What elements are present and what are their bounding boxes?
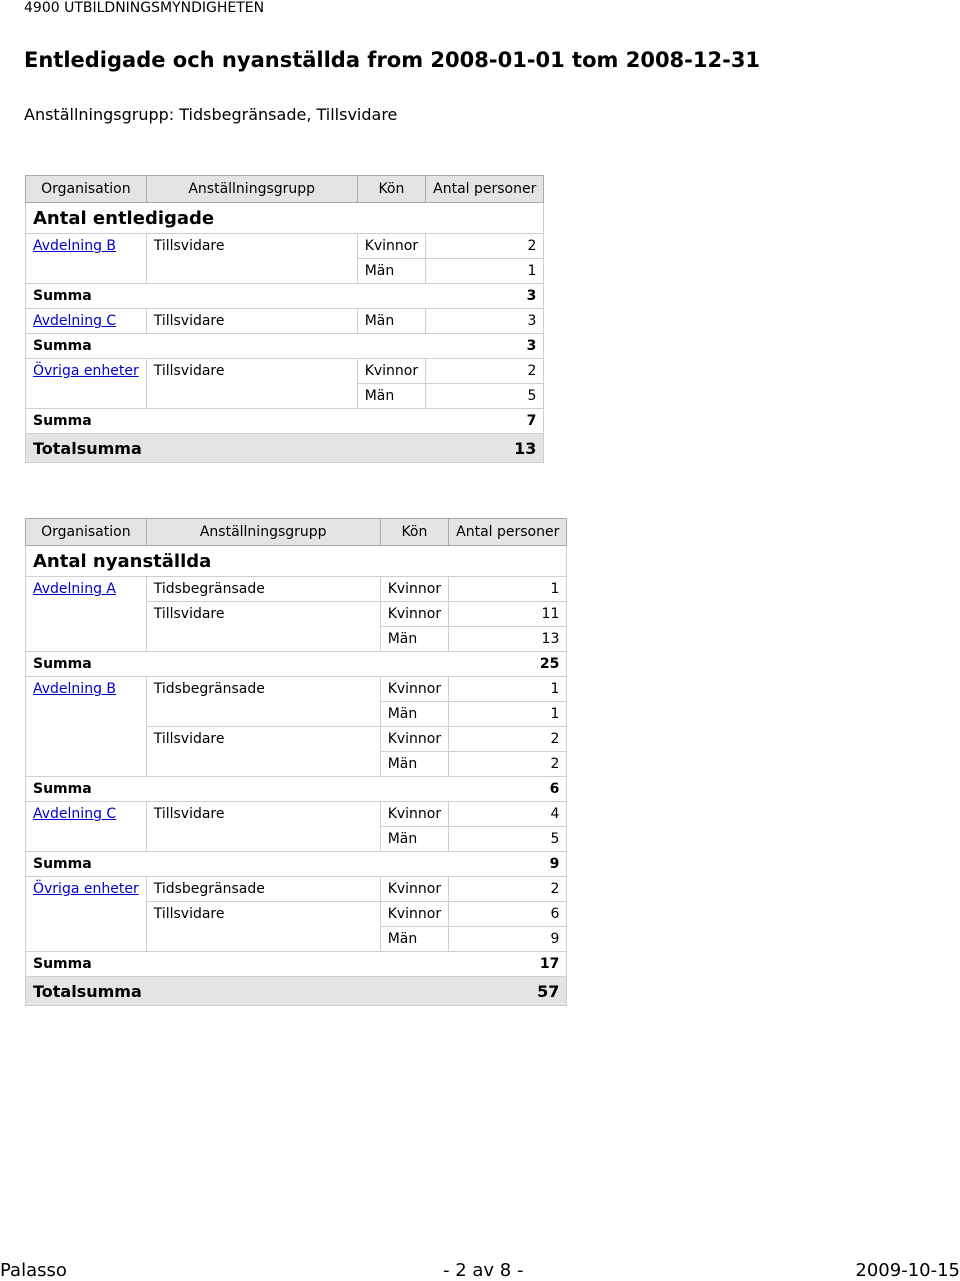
column-header: Anställningsgrupp <box>146 519 380 546</box>
column-header: Antal personer <box>426 176 544 203</box>
org-link[interactable]: Avdelning B <box>33 238 117 254</box>
summa-value: 3 <box>426 284 544 309</box>
table-row <box>26 677 567 702</box>
group-cell <box>146 752 380 777</box>
table-row <box>26 702 567 727</box>
group-cell: Tillsvidare <box>146 359 357 384</box>
count-cell: 2 <box>449 752 567 777</box>
group-cell <box>146 259 357 284</box>
gender-cell: Män <box>357 259 425 284</box>
table-row <box>26 627 567 652</box>
summa-value: 3 <box>426 334 544 359</box>
summa-row <box>26 409 544 434</box>
summa-row <box>26 852 567 877</box>
summa-label: Summa <box>26 952 449 977</box>
count-cell: 3 <box>426 309 544 334</box>
table-row <box>26 902 567 927</box>
group-cell <box>146 927 380 952</box>
footer-date: 2009-10-15 <box>855 1260 960 1281</box>
org-cell <box>26 902 147 927</box>
gender-cell: Kvinnor <box>380 677 448 702</box>
count-cell: 11 <box>449 602 567 627</box>
org-cell <box>26 927 147 952</box>
table-row <box>26 384 544 409</box>
column-header: Anställningsgrupp <box>146 176 357 203</box>
count-cell: 5 <box>426 384 544 409</box>
summa-label: Summa <box>26 284 426 309</box>
entledigade-table <box>25 175 544 463</box>
gender-cell: Kvinnor <box>357 234 425 259</box>
count-cell: 13 <box>449 627 567 652</box>
count-cell: 1 <box>449 677 567 702</box>
total-row <box>26 434 544 463</box>
summa-value: 6 <box>449 777 567 802</box>
summa-row <box>26 284 544 309</box>
column-header: Kön <box>357 176 425 203</box>
group-cell <box>146 702 380 727</box>
gender-cell: Kvinnor <box>380 902 448 927</box>
summa-label: Summa <box>26 852 449 877</box>
table-row <box>26 602 567 627</box>
count-cell: 2 <box>449 727 567 752</box>
total-label: Totalsumma <box>26 434 426 463</box>
table-row <box>26 309 544 334</box>
org-link[interactable]: Övriga enheter <box>33 363 139 379</box>
summa-row <box>26 334 544 359</box>
count-cell: 4 <box>449 802 567 827</box>
column-header: Organisation <box>26 176 147 203</box>
gender-cell: Män <box>380 627 448 652</box>
summa-row <box>26 777 567 802</box>
summa-value: 25 <box>449 652 567 677</box>
count-cell: 5 <box>449 827 567 852</box>
column-header: Organisation <box>26 519 147 546</box>
gender-cell: Män <box>380 702 448 727</box>
table-row <box>26 234 544 259</box>
section-row <box>26 203 544 234</box>
group-cell: Tillsvidare <box>146 234 357 259</box>
column-header: Antal personer <box>449 519 567 546</box>
total-label: Totalsumma <box>26 977 449 1006</box>
group-cell: Tidsbegränsade <box>146 577 380 602</box>
group-cell <box>146 384 357 409</box>
gender-cell: Män <box>380 927 448 952</box>
count-cell: 6 <box>449 902 567 927</box>
gender-cell: Män <box>380 752 448 777</box>
table-row <box>26 877 567 902</box>
table-row <box>26 259 544 284</box>
org-link[interactable]: Avdelning B <box>33 681 117 697</box>
org-cell <box>26 627 147 652</box>
footer-page-number: - 2 av 8 - <box>443 1260 524 1281</box>
org-cell <box>26 602 147 627</box>
org-cell <box>26 259 147 284</box>
summa-label: Summa <box>26 409 426 434</box>
count-cell: 1 <box>449 702 567 727</box>
group-cell: Tillsvidare <box>146 727 380 752</box>
org-link[interactable]: Övriga enheter <box>33 881 139 897</box>
summa-row <box>26 652 567 677</box>
org-cell <box>26 702 147 727</box>
table-row <box>26 359 544 384</box>
count-cell: 2 <box>426 234 544 259</box>
footer-left: Palasso <box>0 1260 67 1281</box>
group-cell: Tillsvidare <box>146 602 380 627</box>
summa-row <box>26 952 567 977</box>
count-cell: 2 <box>449 877 567 902</box>
table-row <box>26 752 567 777</box>
gender-cell: Män <box>357 384 425 409</box>
column-header: Kön <box>380 519 448 546</box>
nyanstallda-table <box>25 518 567 1006</box>
org-cell <box>26 677 147 702</box>
group-cell <box>146 827 380 852</box>
gender-cell: Kvinnor <box>380 802 448 827</box>
summa-value: 9 <box>449 852 567 877</box>
table-row <box>26 577 567 602</box>
org-cell <box>26 577 147 602</box>
gender-cell: Kvinnor <box>380 577 448 602</box>
summa-value: 17 <box>449 952 567 977</box>
total-row <box>26 977 567 1006</box>
group-cell: Tidsbegränsade <box>146 677 380 702</box>
section-title: Antal entledigade <box>26 203 544 234</box>
count-cell: 1 <box>426 259 544 284</box>
gender-cell: Män <box>357 309 425 334</box>
count-cell: 1 <box>449 577 567 602</box>
group-cell: Tillsvidare <box>146 902 380 927</box>
section-row <box>26 546 567 577</box>
section-title: Antal nyanställda <box>26 546 567 577</box>
org-link[interactable]: Avdelning A <box>33 581 116 597</box>
count-cell: 9 <box>449 927 567 952</box>
gender-cell: Kvinnor <box>380 727 448 752</box>
gender-cell: Kvinnor <box>380 602 448 627</box>
org-cell <box>26 827 147 852</box>
org-link[interactable]: Avdelning C <box>33 806 117 822</box>
org-cell <box>26 234 147 259</box>
org-cell <box>26 359 147 384</box>
org-cell <box>26 384 147 409</box>
summa-label: Summa <box>26 652 449 677</box>
organization-header: 4900 UTBILDNINGSMYNDIGHETEN <box>24 0 265 16</box>
org-link[interactable]: Avdelning C <box>33 313 117 329</box>
table-header-row <box>26 176 544 203</box>
group-cell: Tillsvidare <box>146 309 357 334</box>
table-row <box>26 927 567 952</box>
count-cell: 2 <box>426 359 544 384</box>
group-cell: Tidsbegränsade <box>146 877 380 902</box>
summa-label: Summa <box>26 334 426 359</box>
total-value: 57 <box>449 977 567 1006</box>
gender-cell: Kvinnor <box>357 359 425 384</box>
gender-cell: Kvinnor <box>380 877 448 902</box>
table-row <box>26 827 567 852</box>
org-cell <box>26 752 147 777</box>
group-cell: Tillsvidare <box>146 802 380 827</box>
page-subtitle: Anställningsgrupp: Tidsbegränsade, Tillsvidare <box>24 105 398 124</box>
page-title: Entledigade och nyanställda from 2008-01-01 tom 2008-12-31 <box>24 48 761 72</box>
org-cell <box>26 727 147 752</box>
org-cell <box>26 309 147 334</box>
group-cell <box>146 627 380 652</box>
total-value: 13 <box>426 434 544 463</box>
table-row <box>26 802 567 827</box>
org-cell <box>26 877 147 902</box>
table-row <box>26 727 567 752</box>
org-cell <box>26 802 147 827</box>
summa-label: Summa <box>26 777 449 802</box>
gender-cell: Män <box>380 827 448 852</box>
summa-value: 7 <box>426 409 544 434</box>
table-header-row <box>26 519 567 546</box>
